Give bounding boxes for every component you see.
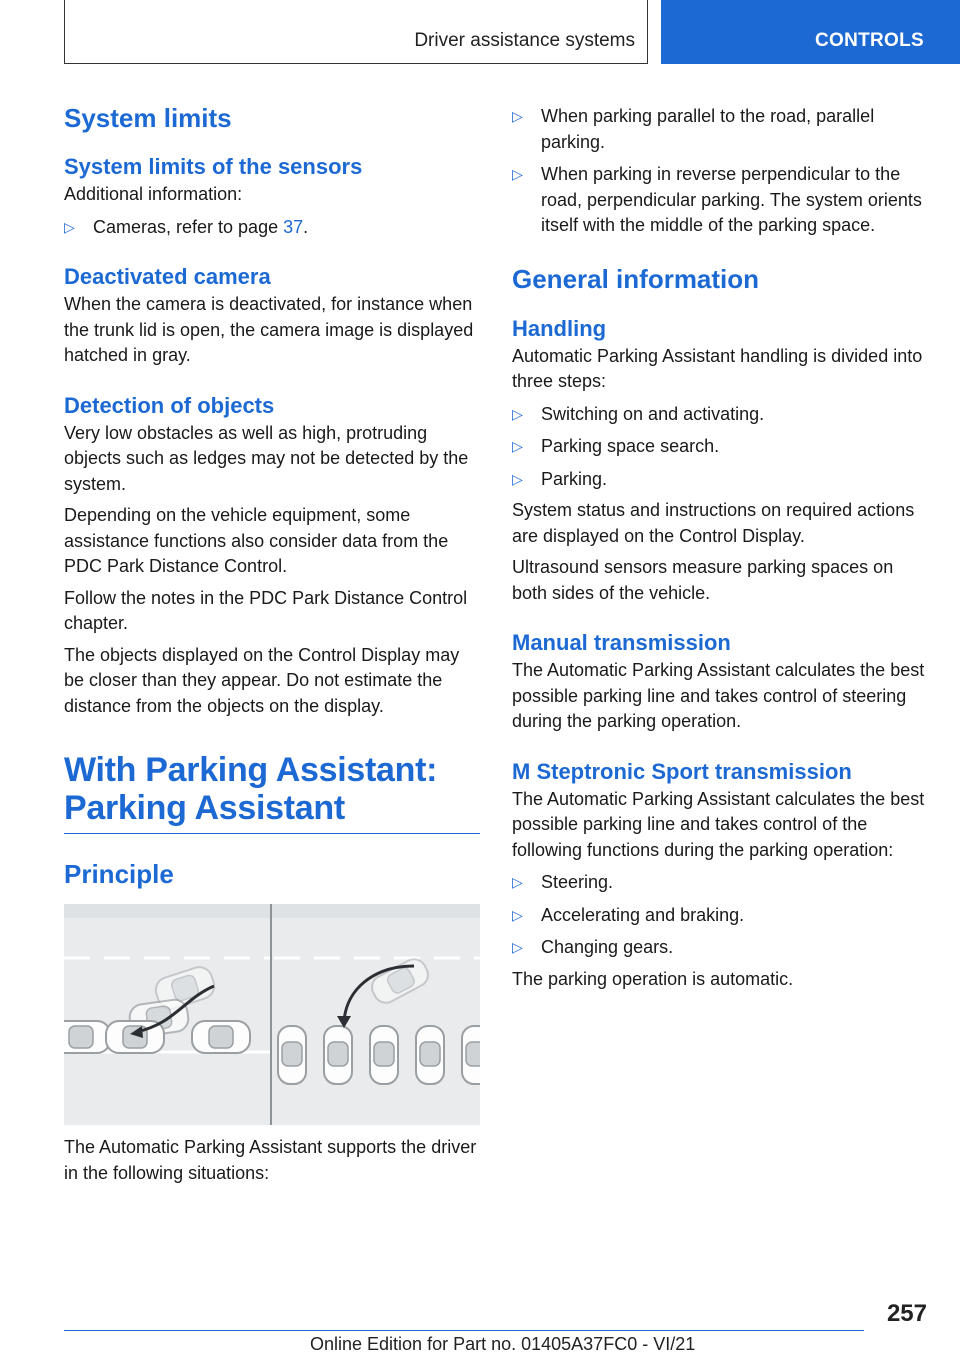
heading-general-information: General information — [512, 263, 760, 294]
header-chapter-title: CONTROLS — [815, 30, 925, 51]
list-additional-info — [64, 215, 480, 241]
list-steps — [512, 402, 928, 493]
heading-system-limits: System limits — [64, 103, 232, 133]
page-number: 257 — [886, 1300, 927, 1327]
list-situations — [512, 104, 928, 239]
header-section-title: Driver assistance systems — [414, 30, 635, 51]
list-functions — [512, 870, 928, 961]
paragraph-detection-1: Very low obstacles as well as high, protruding objects such as ledges may not be detected by the system. — [64, 422, 469, 494]
triangle-bullet-icon: ▷ — [64, 218, 75, 235]
paragraph-supports: The Automatic Parking Assistant supports the driver in the following situations: — [64, 1137, 477, 1183]
footer-rule — [64, 1330, 864, 1331]
paragraph-additional-info: Additional information: — [64, 184, 243, 204]
main-heading-line-2: Parking Assistant — [64, 789, 345, 827]
triangle-bullet-icon: ▷ — [512, 166, 523, 182]
right-column — [512, 104, 928, 992]
paragraph-detection-4: The objects displayed on the Control Display may be closer than they appear. Do not estimate the distance from the objects on the display. — [64, 644, 460, 716]
list-item: ▷ Switching on and activating. — [512, 402, 928, 428]
paragraph-automatic: The parking operation is automatic. — [512, 968, 794, 989]
paragraph-detection-2: Depending on the vehicle equipment, some assistance functions also consider data from the PDC Park Distance Control. — [64, 505, 449, 576]
paragraph-steptronic: The Automatic Parking Assistant calculates the best possible parking line and takes control of the following functions during the parking operation: — [512, 788, 925, 860]
triangle-bullet-icon: ▷ — [512, 939, 523, 955]
heading-sensor-limits: System limits of the sensors — [64, 154, 363, 179]
edition-footer: Online Edition for Part no. 01405A37FC0 - VI/21 — [310, 1334, 696, 1354]
page-reference-link[interactable]: 37 — [283, 216, 304, 237]
triangle-bullet-icon: ▷ — [512, 438, 523, 454]
paragraph-handling: Automatic Parking Assistant handling is divided into three steps: — [512, 345, 923, 391]
heading-handling: Handling — [512, 315, 607, 341]
paragraph-deactivated-camera: When the camera is deactivated, for instance when the trunk lid is open, the camera image is displayed hatched in gray. — [64, 294, 474, 365]
triangle-bullet-icon: ▷ — [512, 906, 523, 923]
triangle-bullet-icon: ▷ — [512, 470, 523, 487]
heading-deactivated-camera: Deactivated camera — [64, 264, 271, 289]
list-item: ▷ Parking. — [512, 467, 928, 493]
running-header-chapter — [661, 0, 960, 64]
heading-detection-objects: Detection of objects — [64, 392, 275, 418]
paragraph-detection-3: Follow the notes in the PDC Park Distance Control chapter. — [64, 587, 468, 633]
list-item: ▷ Steering. — [512, 870, 928, 896]
parking-maneuver-diagram — [64, 904, 480, 1125]
triangle-bullet-icon: ▷ — [512, 874, 523, 890]
list-item: ▷ When parking in reverse perpendicular to the road, perpendicular parking. The system orients itself with the middle of the parking space. — [512, 164, 922, 235]
list-item: ▷ Accelerating and braking. — [512, 903, 928, 929]
list-item: ▷ Parking space search. — [512, 434, 928, 460]
paragraph-status: System status and instructions on required actions are displayed on the Control Display. — [512, 500, 915, 546]
heading-manual-transmission: Manual transmission — [512, 630, 731, 655]
triangle-bullet-icon: ▷ — [512, 108, 523, 124]
left-column — [64, 100, 480, 1186]
heading-principle: Principle — [64, 859, 174, 889]
heading-steptronic: M Steptronic Sport transmission — [512, 758, 852, 784]
parking-illustration — [64, 904, 480, 1125]
main-heading-block — [64, 751, 480, 834]
list-item: ▷ Changing gears. — [512, 935, 928, 961]
paragraph-manual-transmission: The Automatic Parking Assistant calculates the best possible parking line and takes control of steering during the parking operation. — [512, 660, 925, 731]
running-header-section — [64, 0, 648, 64]
triangle-bullet-icon: ▷ — [512, 405, 523, 422]
main-heading-line-1: With Parking Assistant: — [64, 751, 438, 789]
paragraph-ultrasound: Ultrasound sensors measure parking spaces on both sides of the vehicle. — [512, 557, 894, 603]
list-item: ▷ When parking parallel to the road, parallel parking. — [512, 106, 875, 152]
list-item: ▷ Cameras, refer to page 37. — [64, 215, 480, 241]
